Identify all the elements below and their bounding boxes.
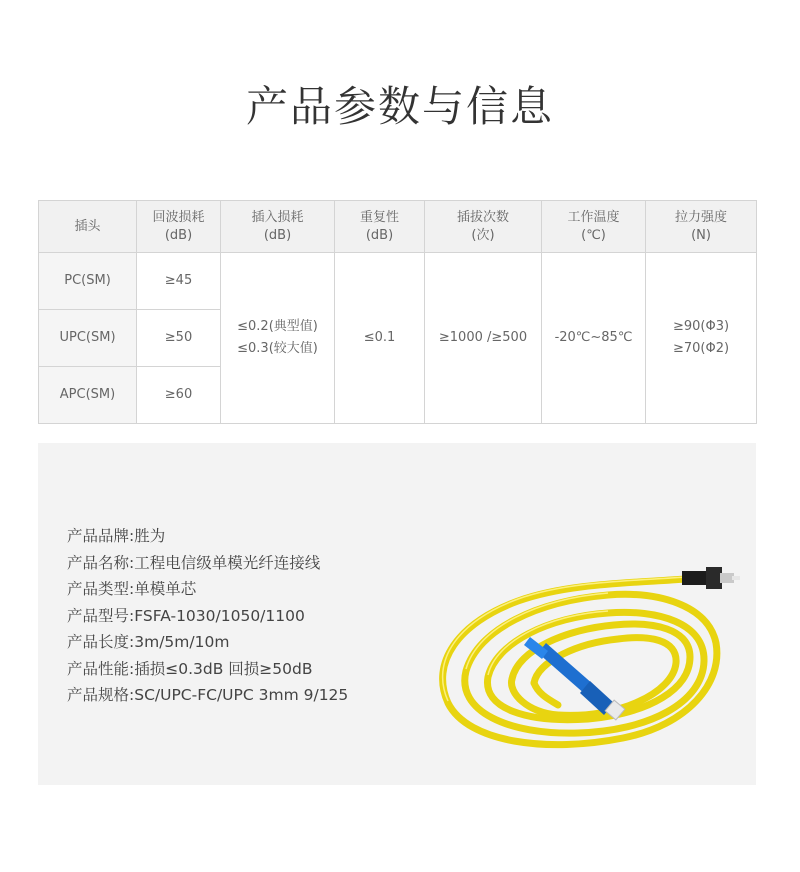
info-type: 产品类型:单模单芯 <box>67 580 197 598</box>
fc-connector <box>682 567 740 589</box>
page-title: 产品参数与信息 <box>245 82 554 131</box>
cell-plug: APC(SM) <box>39 367 137 424</box>
info-name: 产品名称:工程电信级单模光纤连接线 <box>67 553 321 572</box>
product-info-list <box>67 523 348 709</box>
cell-tensile-strength: ≥90(Φ3) ≥70(Φ2) <box>646 253 757 424</box>
fiber-patch-cable-image <box>418 543 743 768</box>
header-mating-cycles: 插拔次数 (次) <box>425 201 542 253</box>
header-return-loss: 回波损耗 (dB) <box>137 201 221 253</box>
cell-repeatability: ≤0.1 <box>335 253 425 424</box>
info-brand: 产品品牌:胜为 <box>67 527 166 545</box>
cell-return-loss: ≥60 <box>137 367 221 424</box>
cell-insertion-loss: ≤0.2(典型值) ≤0.3(较大值) <box>221 253 335 424</box>
table-row <box>39 253 757 310</box>
table-header-row <box>39 201 757 253</box>
info-length: 产品长度:3m/5m/10m <box>67 633 230 651</box>
cell-operating-temp: -20℃~85℃ <box>542 253 646 424</box>
info-model: 产品型号:FSFA-1030/1050/1100 <box>67 606 305 625</box>
cell-mating-cycles: ≥1000 /≥500 <box>425 253 542 424</box>
cell-plug: UPC(SM) <box>39 310 137 367</box>
cell-return-loss: ≥50 <box>137 310 221 367</box>
header-operating-temp: 工作温度 (℃) <box>542 201 646 253</box>
spec-table <box>38 200 757 424</box>
header-tensile-strength: 拉力强度 (N) <box>646 201 757 253</box>
product-info-panel <box>38 443 756 785</box>
cell-plug: PC(SM) <box>39 253 137 310</box>
cell-return-loss: ≥45 <box>137 253 221 310</box>
header-insertion-loss: 插入损耗 (dB) <box>221 201 335 253</box>
info-performance: 产品性能:插损≤0.3dB 回损≥50dB <box>67 659 313 678</box>
info-spec: 产品规格:SC/UPC-FC/UPC 3mm 9/125 <box>67 686 349 704</box>
header-repeatability: 重复性 (dB) <box>335 201 425 253</box>
header-plug: 插头 <box>39 201 137 253</box>
